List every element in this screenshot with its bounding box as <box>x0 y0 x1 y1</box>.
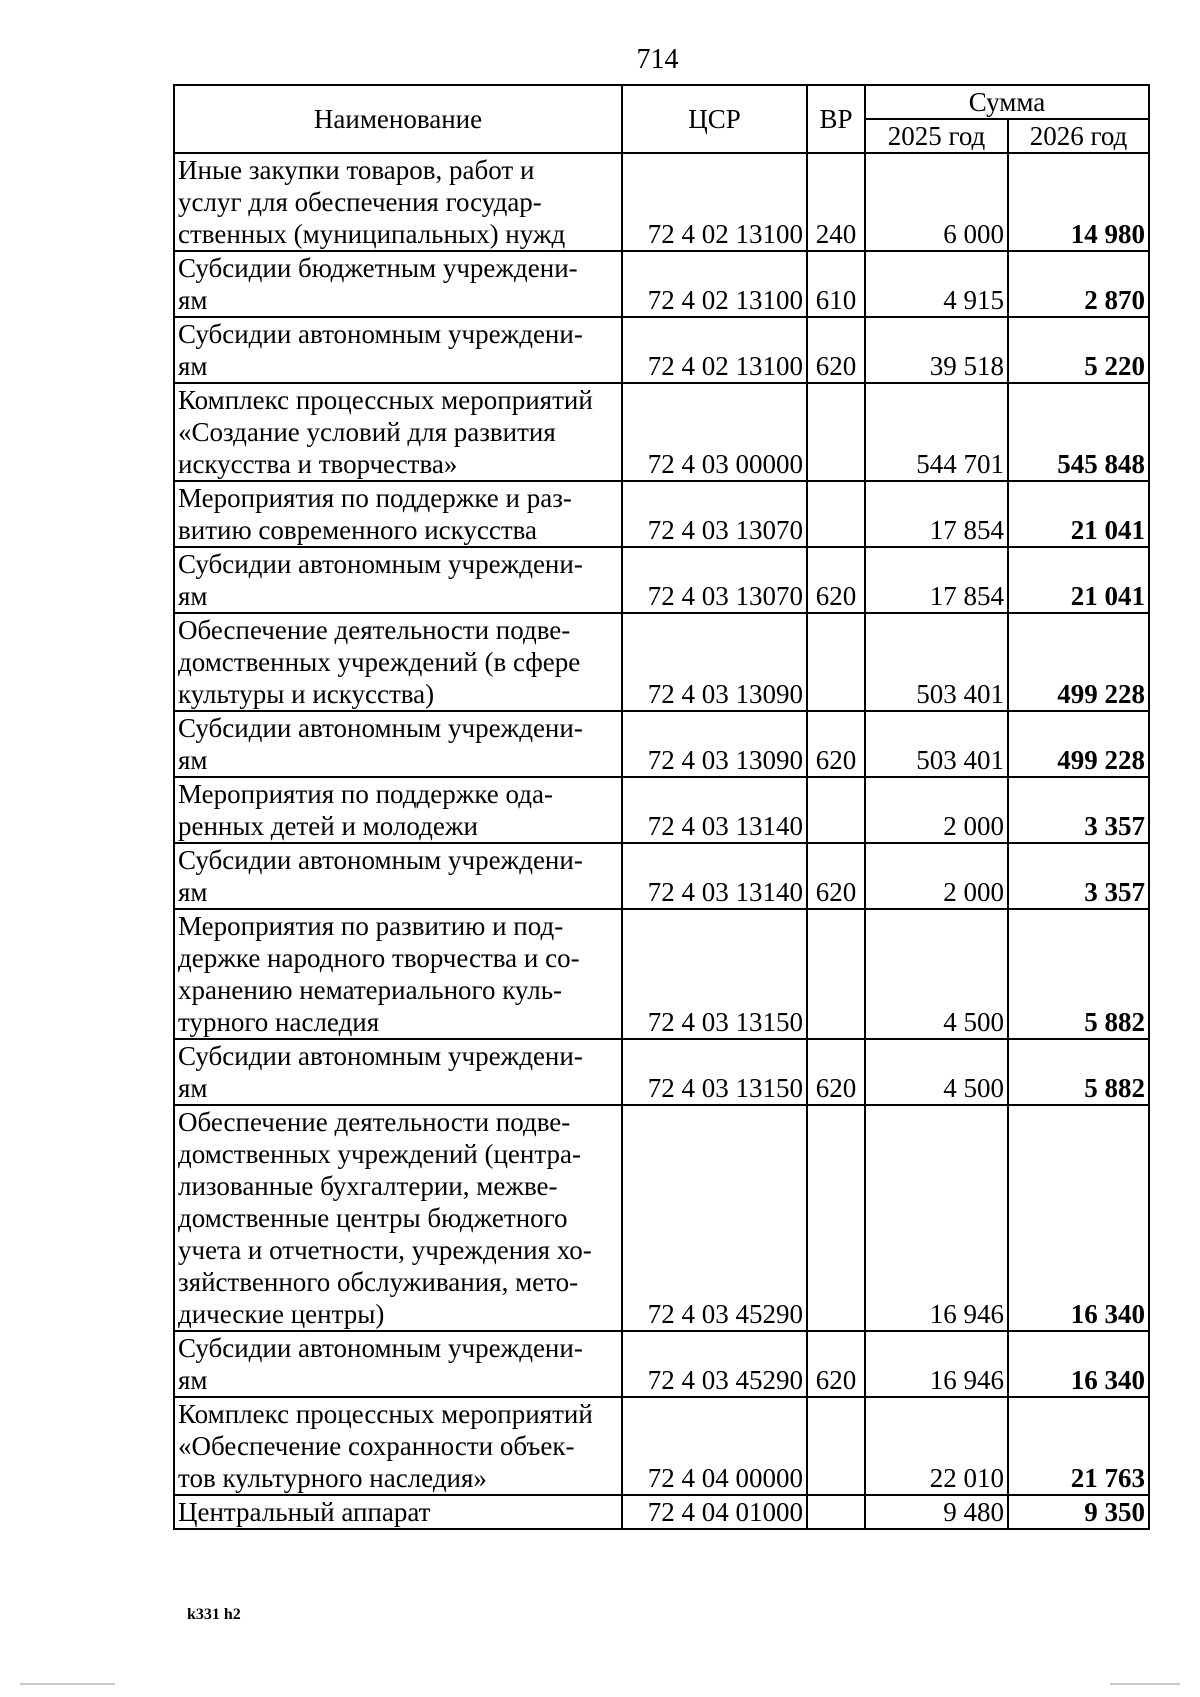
cell-amount-2025: 544 701 <box>865 383 1008 481</box>
cell-csr: 72 4 03 13090 <box>622 711 807 777</box>
cell-csr: 72 4 04 01000 <box>622 1495 807 1529</box>
cell-name: Иные закупки товаров, работ и услуг для обеспечения государ- ственных (муниципальных) нужд <box>174 153 622 251</box>
cell-amount-2025: 16 946 <box>865 1331 1008 1397</box>
table-row <box>174 1039 1149 1105</box>
cell-csr: 72 4 03 13140 <box>622 843 807 909</box>
table-row <box>174 1331 1149 1397</box>
cell-csr: 72 4 04 00000 <box>622 1397 807 1495</box>
cell-amount-2026: 2 870 <box>1008 251 1149 317</box>
cell-amount-2025: 16 946 <box>865 1105 1008 1331</box>
cell-amount-2025: 39 518 <box>865 317 1008 383</box>
table-row <box>174 317 1149 383</box>
cell-amount-2026: 16 340 <box>1008 1331 1149 1397</box>
table-row <box>174 1397 1149 1495</box>
cell-csr: 72 4 03 13150 <box>622 909 807 1039</box>
cell-vr: 620 <box>807 547 865 613</box>
cell-vr: 620 <box>807 1039 865 1105</box>
table-row <box>174 711 1149 777</box>
cell-vr <box>807 613 865 711</box>
cell-amount-2026: 16 340 <box>1008 1105 1149 1331</box>
cell-vr <box>807 481 865 547</box>
cell-amount-2025: 2 000 <box>865 777 1008 843</box>
cell-csr: 72 4 02 13100 <box>622 317 807 383</box>
cell-amount-2025: 22 010 <box>865 1397 1008 1495</box>
cell-csr: 72 4 03 13070 <box>622 547 807 613</box>
cell-name: Комплекс процессных мероприятий «Обеспечение сохранности объек- тов культурного наследия» <box>174 1397 622 1495</box>
table-row <box>174 547 1149 613</box>
cell-amount-2026: 9 350 <box>1008 1495 1149 1529</box>
cell-amount-2026: 5 220 <box>1008 317 1149 383</box>
table-body <box>174 153 1149 1529</box>
cell-csr: 72 4 03 45290 <box>622 1105 807 1331</box>
table-header <box>174 85 1149 153</box>
cell-csr: 72 4 03 13150 <box>622 1039 807 1105</box>
cell-amount-2025: 17 854 <box>865 547 1008 613</box>
budget-table <box>173 84 1150 1530</box>
cell-amount-2026: 21 763 <box>1008 1397 1149 1495</box>
header-name: Наименование <box>174 85 622 153</box>
cell-amount-2026: 3 357 <box>1008 777 1149 843</box>
cell-amount-2026: 21 041 <box>1008 547 1149 613</box>
cell-amount-2026: 545 848 <box>1008 383 1149 481</box>
cell-name: Мероприятия по поддержке ода- ренных детей и молодежи <box>174 777 622 843</box>
cell-vr: 610 <box>807 251 865 317</box>
cell-vr: 620 <box>807 317 865 383</box>
table-row <box>174 777 1149 843</box>
table-row <box>174 1495 1149 1529</box>
table-row <box>174 251 1149 317</box>
cell-name: Субсидии автономным учреждени- ям <box>174 843 622 909</box>
cell-csr: 72 4 03 13070 <box>622 481 807 547</box>
cell-amount-2026: 5 882 <box>1008 1039 1149 1105</box>
cell-amount-2025: 6 000 <box>865 153 1008 251</box>
cell-amount-2025: 17 854 <box>865 481 1008 547</box>
page-number: 714 <box>636 44 679 75</box>
cell-csr: 72 4 02 13100 <box>622 251 807 317</box>
table-row <box>174 1105 1149 1331</box>
cell-amount-2025: 4 915 <box>865 251 1008 317</box>
cell-amount-2025: 9 480 <box>865 1495 1008 1529</box>
scan-mark-left <box>20 1683 115 1685</box>
cell-csr: 72 4 03 13090 <box>622 613 807 711</box>
table-row <box>174 383 1149 481</box>
cell-csr: 72 4 03 13140 <box>622 777 807 843</box>
cell-vr <box>807 383 865 481</box>
cell-vr: 620 <box>807 711 865 777</box>
cell-vr <box>807 909 865 1039</box>
cell-vr: 240 <box>807 153 865 251</box>
cell-amount-2026: 5 882 <box>1008 909 1149 1039</box>
cell-amount-2025: 503 401 <box>865 613 1008 711</box>
cell-name: Субсидии автономным учреждени- ям <box>174 547 622 613</box>
cell-amount-2025: 4 500 <box>865 1039 1008 1105</box>
cell-name: Мероприятия по поддержке и раз- витию современного искусства <box>174 481 622 547</box>
cell-name: Субсидии автономным учреждени- ям <box>174 1039 622 1105</box>
cell-amount-2026: 499 228 <box>1008 711 1149 777</box>
cell-amount-2026: 499 228 <box>1008 613 1149 711</box>
cell-csr: 72 4 03 00000 <box>622 383 807 481</box>
table-row <box>174 481 1149 547</box>
table-row <box>174 909 1149 1039</box>
table-row <box>174 843 1149 909</box>
cell-vr: 620 <box>807 1331 865 1397</box>
table-row <box>174 153 1149 251</box>
cell-amount-2026: 14 980 <box>1008 153 1149 251</box>
header-sum: Сумма <box>865 85 1149 119</box>
cell-name: Мероприятия по развитию и под- держке народного творчества и со- хранению нематериального куль- турного наследия <box>174 909 622 1039</box>
cell-name: Комплекс процессных мероприятий «Создание условий для развития искусства и творчества» <box>174 383 622 481</box>
cell-amount-2026: 21 041 <box>1008 481 1149 547</box>
header-year-2026: 2026 год <box>1008 119 1149 153</box>
cell-csr: 72 4 02 13100 <box>622 153 807 251</box>
cell-vr <box>807 777 865 843</box>
cell-name: Субсидии автономным учреждени- ям <box>174 711 622 777</box>
cell-vr <box>807 1105 865 1331</box>
cell-amount-2025: 503 401 <box>865 711 1008 777</box>
cell-name: Субсидии бюджетным учреждени- ям <box>174 251 622 317</box>
cell-csr: 72 4 03 45290 <box>622 1331 807 1397</box>
table-row <box>174 613 1149 711</box>
cell-vr <box>807 1495 865 1529</box>
cell-vr <box>807 1397 865 1495</box>
cell-name: Субсидии автономным учреждени- ям <box>174 317 622 383</box>
cell-name: Центральный аппарат <box>174 1495 622 1529</box>
cell-name: Обеспечение деятельности подве- домственных учреждений (центра- лизованные бухгалтерии, межве- домственные центры бюджетного учета и отчетности, учреждения хо- зяйственного обслуживания, мето- дические центры) <box>174 1105 622 1331</box>
cell-amount-2025: 4 500 <box>865 909 1008 1039</box>
footer-code: k331 h2 <box>187 1606 241 1623</box>
cell-amount-2026: 3 357 <box>1008 843 1149 909</box>
header-csr: ЦСР <box>622 85 807 153</box>
cell-amount-2025: 2 000 <box>865 843 1008 909</box>
header-vr: ВР <box>807 85 865 153</box>
header-year-2025: 2025 год <box>865 119 1008 153</box>
scan-mark-right <box>1110 1683 1180 1685</box>
cell-name: Субсидии автономным учреждени- ям <box>174 1331 622 1397</box>
cell-name: Обеспечение деятельности подве- домственных учреждений (в сфере культуры и искусства) <box>174 613 622 711</box>
cell-vr: 620 <box>807 843 865 909</box>
